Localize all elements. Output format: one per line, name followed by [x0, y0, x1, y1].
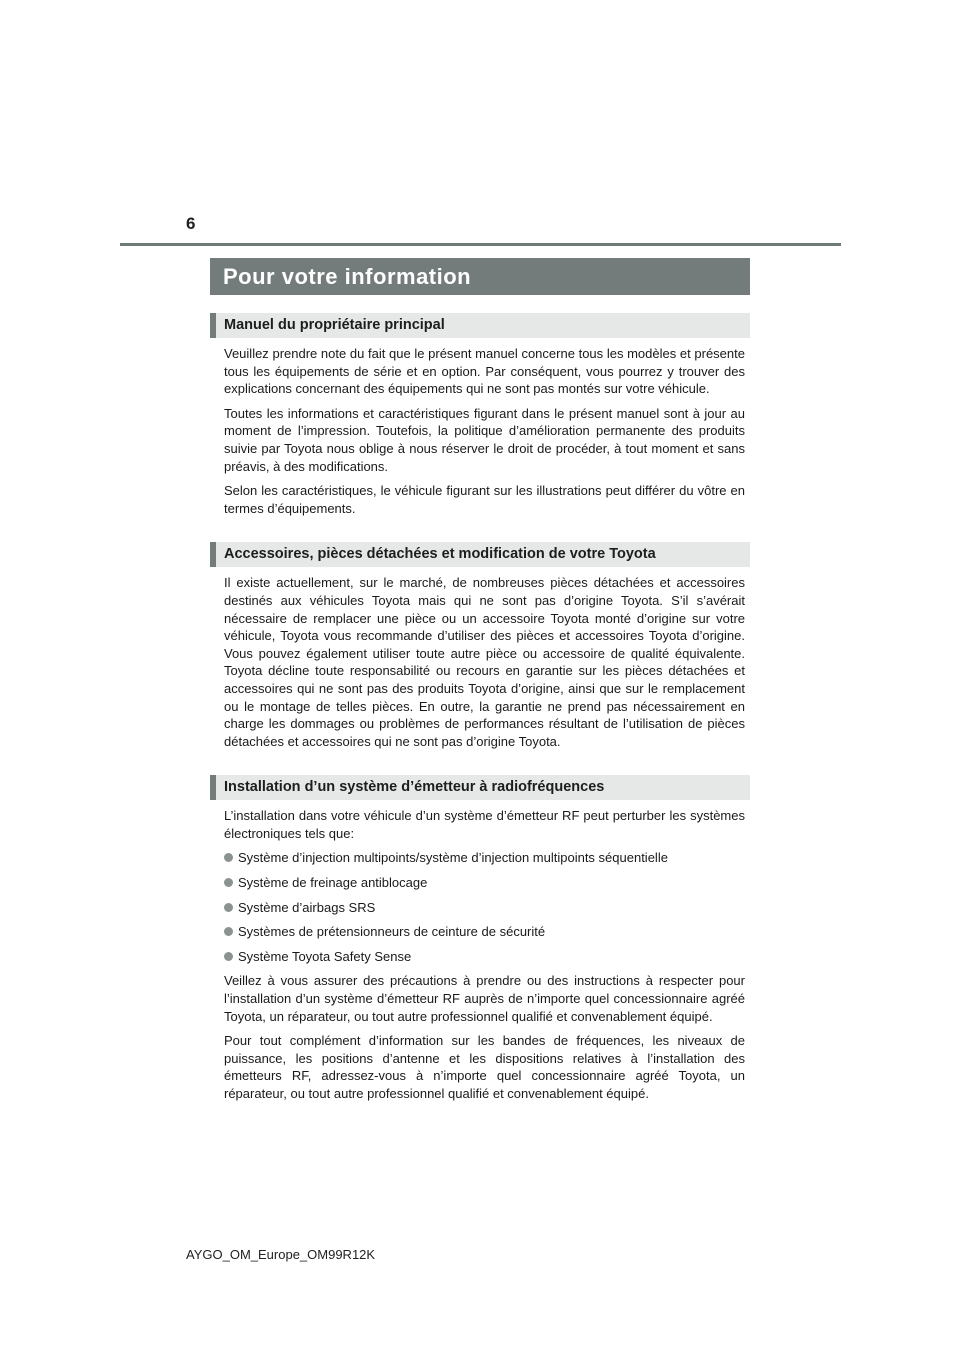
page-number: 6 [186, 214, 196, 233]
list-item-text: Système d’airbags SRS [238, 899, 376, 915]
header-divider [120, 243, 841, 246]
paragraph: Veuillez prendre note du fait que le présent manuel concerne tous les modèles et présente tous les équipements de série et en option. Par conséquent, vous pourrez y trouver des explications concernant des équipements qui ne sont pas montés sur votre véhicule. [224, 346, 745, 397]
list-item-text: Système de freinage antiblocage [238, 875, 428, 891]
section-accessories [210, 542, 750, 775]
paragraph: Toutes les informations et caractéristiques figurant dans le présent manuel sont à jour au moment de l’impression. Toutefois, la politique d’amélioration permanente des produits suivie par Toyota nous oblige à nous réserver le droit de procéder, à tout moment et sans préavis, à des modifications. [224, 405, 745, 474]
section-body [210, 800, 750, 1127]
paragraph: Veillez à vous assurer des précautions à prendre ou des instructions à respecter pour l’installation d’un système d’émetteur RF auprès de n’importe quel concessionnaire agréé Toyota, un réparateur, ou tout autre professionnel qualifié et convenablement équipé. [224, 973, 745, 1024]
section-owners-manual [210, 313, 750, 542]
section-body [210, 338, 750, 542]
list-item [224, 899, 745, 917]
list-item-text: Systèmes de prétensionneurs de ceinture de sécurité [238, 924, 546, 940]
section-heading: Manuel du propriétaire principal [210, 313, 750, 338]
paragraph: Selon les caractéristiques, le véhicule figurant sur les illustrations peut différer du vôtre en termes d’équipements. [224, 483, 745, 516]
section-heading: Accessoires, pièces détachées et modification de votre Toyota [210, 542, 750, 567]
bullet-icon [224, 952, 233, 961]
section-body [210, 567, 750, 775]
document-code: AYGO_OM_Europe_OM99R12K [186, 1247, 376, 1262]
page-content [210, 313, 750, 1128]
list-item [224, 874, 745, 892]
list-item [224, 849, 745, 867]
bullet-icon [224, 878, 233, 887]
section-heading: Installation d’un système d’émetteur à radiofréquences [210, 775, 750, 800]
list-item [224, 948, 745, 966]
paragraph: Il existe actuellement, sur le marché, de nombreuses pièces détachées et accessoires destinés aux véhicules Toyota mais qui ne sont pas d’origine Toyota. S’il s’avérait nécessaire de remplacer une pièce ou un accessoire Toyota monté d’origine sur votre véhicule, Toyota vous recommande d’utiliser des pièces et accessoires Toyota d’origine. Vous pouvez également utiliser toute autre pièce ou accessoire de qualité équivalente. Toyota décline toute responsabilité ou recours en garantie sur les pièces détachées et accessoires qui ne sont pas des produits Toyota d’origine, ainsi que sur le remplacement ou le montage de telles pièces. En outre, la garantie ne prend pas nécessairement en charge les dommages ou problèmes de performances résultant de l’utilisation de pièces détachées et accessoires qui ne sont pas d’origine Toyota. [224, 575, 745, 749]
section-rf-transmitter [210, 775, 750, 1127]
bullet-icon [224, 853, 233, 862]
paragraph: Pour tout complément d’information sur les bandes de fréquences, les niveaux de puissance, les positions d’antenne et les dispositions relatives à l’installation des émetteurs RF, adressez-vous à n’importe quel concessionnaire agréé Toyota, un réparateur, ou tout autre professionnel qualifié et convenablement équipé. [224, 1033, 745, 1101]
list-item-text: Système Toyota Safety Sense [238, 948, 412, 964]
paragraph: L’installation dans votre véhicule d’un système d’émetteur RF peut perturber les systèmes électroniques tels que: [224, 808, 745, 841]
page-title: Pour votre information [210, 258, 750, 295]
bullet-icon [224, 903, 233, 912]
list-item-text: Système d’injection multipoints/système d’injection multipoints séquentielle [238, 850, 668, 866]
bullet-icon [224, 927, 233, 936]
list-item [224, 923, 745, 941]
